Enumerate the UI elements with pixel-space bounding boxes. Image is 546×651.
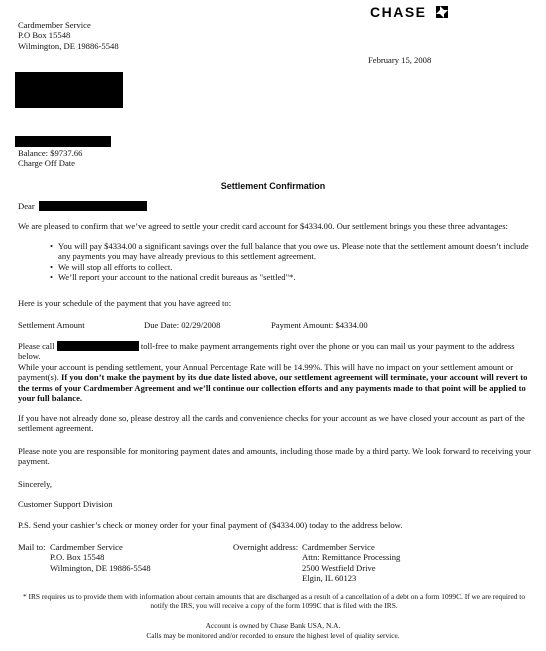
redacted-account-number [15, 136, 111, 147]
list-item: • You will pay $4334.00 a significant savings over the full balance that you owe us. Please note that the settlement amount doesn’t include any payments you may have already previous to this settlement agreement. [50, 241, 534, 262]
sender-address-line1: P.O Box 15548 [18, 30, 71, 41]
advantages-list [50, 241, 534, 282]
schedule-label: Settlement Amount [18, 320, 85, 330]
letter-date: February 15, 2008 [368, 55, 432, 65]
schedule-due-date: Due Date: 02/29/2008 [144, 320, 221, 330]
monitor-payments-paragraph: Please note you are responsible for monitoring payment dates and amounts, including those made by a third party. We look forward to receiving your payment. [18, 446, 531, 467]
apr-text: While your account is pending settlement, your Annual Percentage Rate will be 14.99%. This will have no impact on your settlement amount or payment(s). [18, 362, 514, 383]
account-summary [18, 148, 82, 169]
overnight-address-line1: 2500 Westfield Drive [302, 562, 376, 573]
sender-address [18, 20, 119, 51]
closing: Sincerely, [18, 479, 53, 489]
salutation [18, 201, 147, 211]
call-recording-note: Calls may be monitored and/or recorded to ensure the highest level of quality service. [146, 631, 400, 640]
overnight-label: Overnight address: [233, 542, 299, 552]
redacted-recipient-address [15, 72, 123, 108]
overnight-address-line2: Elgin, IL 60123 [302, 572, 357, 583]
call-text-after: toll-free to make payment arrangements right over the phone or you can mail us your payment to the address below. [18, 341, 515, 362]
chase-logo [370, 4, 448, 21]
overnight-attn: Attn: Remittance Processing [302, 552, 401, 563]
schedule-payment-amount: Payment Amount: $4334.00 [271, 320, 368, 330]
sender-name: Cardmember Service [18, 20, 91, 30]
termination-warning: If you don’t make the payment by its due date listed above, our settlement agreement will terminate, your account will revert to the terms of your Cardmember Agreement and we’ll continue our collection efforts and any payments made to that point will be applied to your full balance. [18, 372, 528, 403]
list-item: • We will stop all efforts to collect. [50, 262, 534, 272]
destroy-cards-paragraph: If you have not already done so, please destroy all the cards and convenience checks for your account as we have closed your account as part of the settlement agreement. [18, 413, 525, 434]
salutation-text: Dear [18, 201, 35, 211]
balance: Balance: $9737.66 [18, 148, 83, 158]
overnight-name: Cardmember Service [302, 542, 375, 552]
sender-address-line2: Wilmington, DE 19886-5548 [18, 40, 119, 51]
irs-footnote: * IRS requires us to provide them with information about certain amounts that are discharged as a result of a cancellation of a debt on a form 1099C. If we are required to notify the IRS, you will receive a copy of the form 1099C that is filed with the IRS. [22, 592, 526, 610]
letter-title: Settlement Confirmation [220, 181, 326, 191]
mail-address-line1: P.O. Box 15548 [50, 552, 105, 563]
schedule-intro: Here is your schedule of the payment that you have agreed to: [18, 298, 232, 308]
redacted-phone-number [57, 341, 139, 351]
redacted-recipient-name [39, 201, 147, 211]
call-text-before: Please call [18, 341, 55, 351]
postscript: P.S. Send your cashier’s check or money order for your final payment of ($4334.00) today to the address below. [18, 520, 403, 530]
logo-text: CHASE [370, 4, 427, 20]
chase-octagon-icon [436, 6, 448, 18]
mail-label: Mail to: [18, 542, 46, 552]
call-paragraph [18, 341, 532, 362]
mail-name: Cardmember Service [50, 542, 123, 552]
list-item: • We’ll report your account to the national credit bureaus as "settled"*. [50, 272, 534, 282]
account-owner-note: Account is owned by Chase Bank USA, N.A. [205, 621, 341, 630]
signature: Customer Support Division [18, 499, 113, 509]
intro-paragraph: We are pleased to confirm that we’ve agreed to settle your credit card account for $4334.00. Our settlement brings you these three advantages: [18, 221, 508, 231]
charge-off-date: Charge Off Date [18, 158, 75, 169]
mail-address [50, 542, 151, 573]
apr-paragraph [18, 362, 532, 403]
mail-address-line2: Wilmington, DE 19886-5548 [50, 562, 151, 573]
overnight-address [302, 542, 400, 583]
